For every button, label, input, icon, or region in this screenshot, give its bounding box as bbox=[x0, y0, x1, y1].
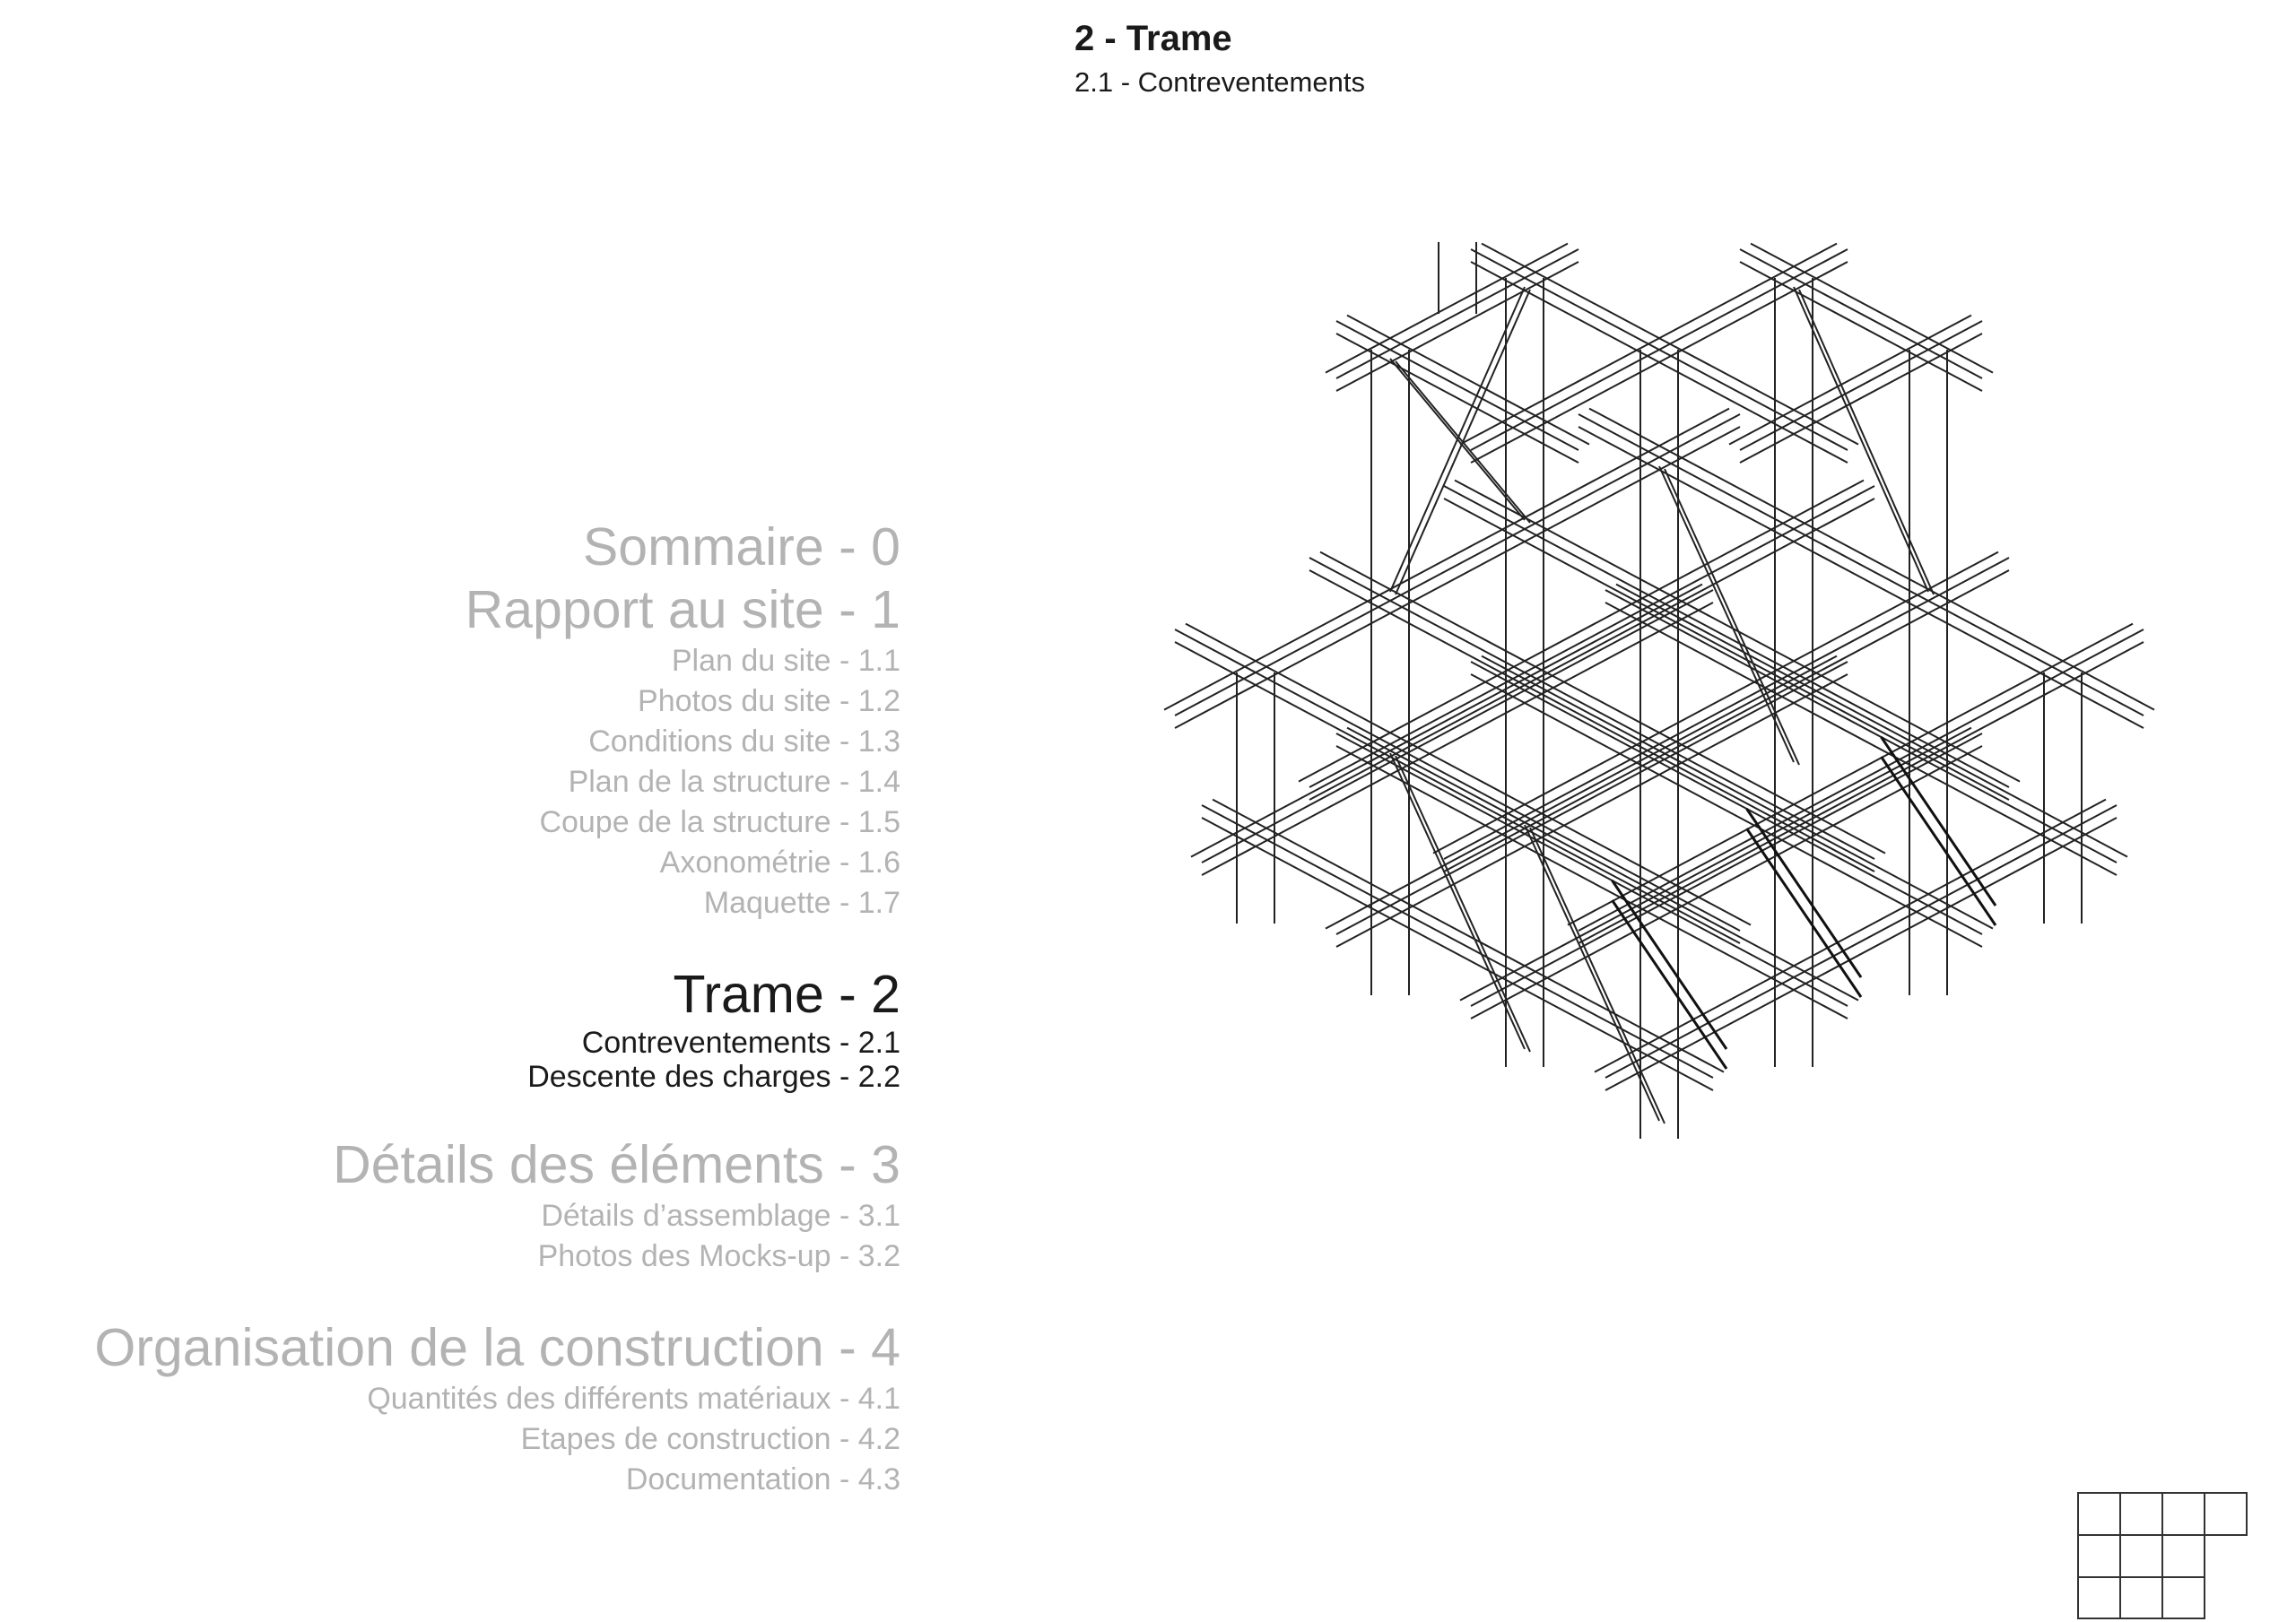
page-header bbox=[1074, 16, 1365, 100]
timber-frame-axonometric-drawing bbox=[1094, 242, 2296, 1587]
toc-item[interactable]: Descente des charges - 2.2 bbox=[527, 1060, 900, 1094]
toc-section-1 bbox=[94, 578, 900, 924]
toc-item[interactable]: Quantités des différents matériaux - 4.1 bbox=[367, 1382, 900, 1416]
toc-item[interactable]: Plan de la structure - 1.4 bbox=[568, 765, 900, 799]
toc-item[interactable]: Plan du site - 1.1 bbox=[671, 644, 900, 678]
toc-item[interactable]: Conditions du site - 1.3 bbox=[588, 724, 900, 759]
section-title: 2 - Trame bbox=[1074, 19, 1232, 58]
toc-item[interactable]: Photos du site - 1.2 bbox=[638, 684, 900, 718]
toc-item[interactable]: Etapes de construction - 4.2 bbox=[520, 1422, 900, 1456]
section-subtitle: 2.1 - Contreventements bbox=[1074, 66, 1365, 98]
toc-item[interactable]: Documentation - 4.3 bbox=[625, 1462, 900, 1496]
toc-section-title[interactable]: Organisation de la construction - 4 bbox=[94, 1318, 900, 1377]
toc-item-active[interactable]: Contreventements - 2.1 bbox=[581, 1026, 900, 1060]
toc-item[interactable]: Coupe de la structure - 1.5 bbox=[539, 805, 900, 839]
toc-item[interactable]: Maquette - 1.7 bbox=[703, 886, 900, 920]
toc-section-title[interactable]: Détails des éléments - 3 bbox=[333, 1135, 900, 1194]
page-grid-icon[interactable] bbox=[2077, 1492, 2248, 1619]
toc-section-title-active[interactable]: Trame - 2 bbox=[673, 965, 900, 1024]
toc-item[interactable]: Détails d’assemblage - 3.1 bbox=[541, 1199, 900, 1233]
toc-section-title[interactable]: Rapport au site - 1 bbox=[465, 580, 900, 639]
frame-members bbox=[1164, 242, 2154, 1139]
toc-section-4 bbox=[94, 1316, 900, 1500]
toc-section-3 bbox=[94, 1133, 900, 1277]
table-of-contents bbox=[94, 516, 900, 1540]
toc-section-title[interactable]: Sommaire - 0 bbox=[582, 517, 900, 577]
toc-section-0 bbox=[94, 516, 900, 578]
toc-item[interactable]: Axonométrie - 1.6 bbox=[659, 846, 900, 880]
toc-section-2 bbox=[94, 963, 900, 1094]
toc-item[interactable]: Photos des Mocks-up - 3.2 bbox=[537, 1239, 900, 1273]
